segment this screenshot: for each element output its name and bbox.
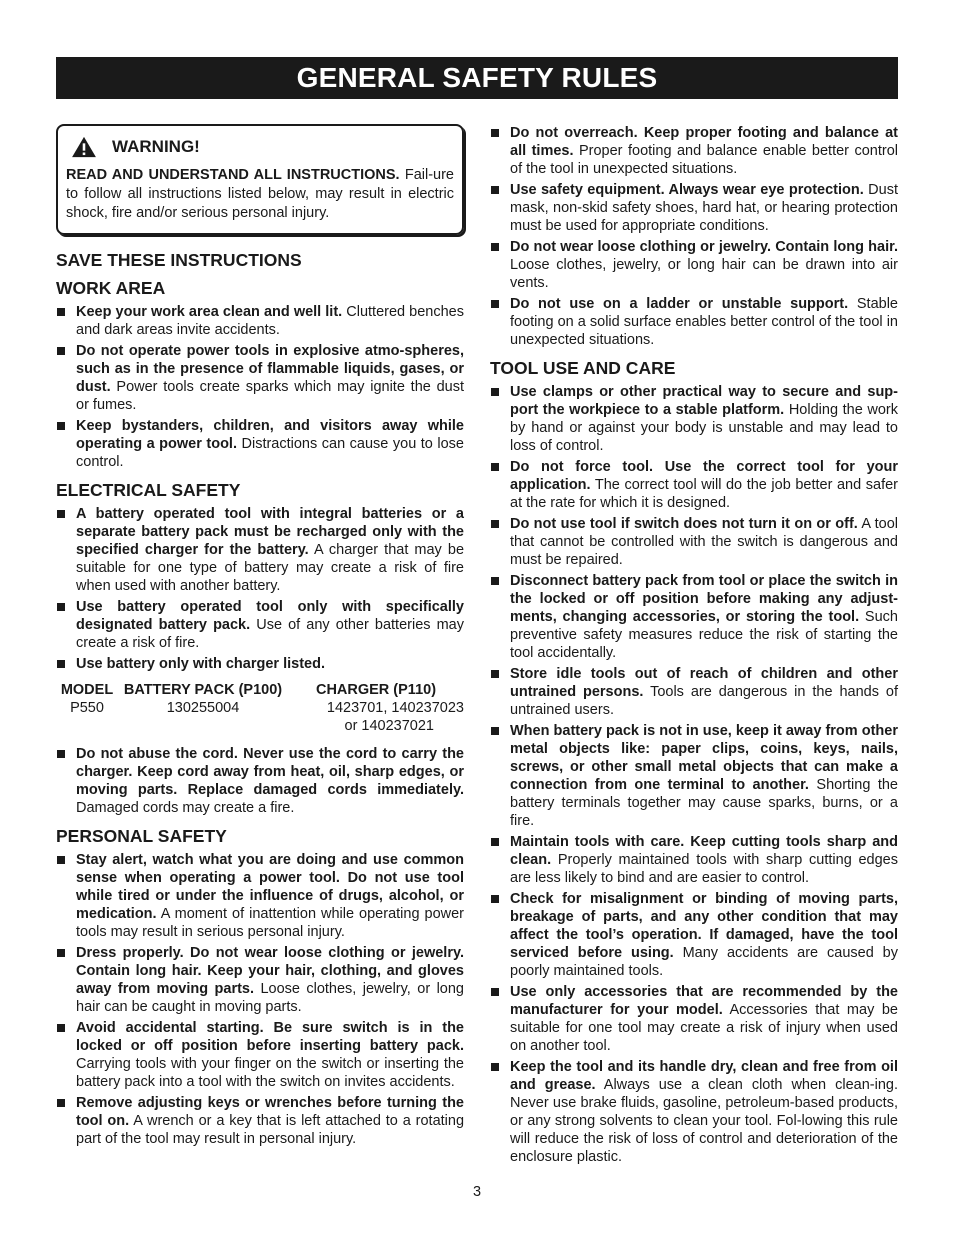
rule-text: Power tools create sparks which may ignite the dust or fumes. bbox=[76, 379, 464, 413]
rule-text: Damaged cords may create a fire. bbox=[76, 800, 295, 816]
tool-use-section bbox=[490, 357, 898, 1166]
table-cell-charger: 1423701, 140237023 bbox=[326, 700, 464, 716]
rule-text: Accessories that may be suitable for one tool may create a risk of injury when used on another tool. bbox=[510, 1002, 898, 1054]
rule-lead: Use battery only with charger listed. bbox=[76, 656, 325, 672]
page-title: GENERAL SAFETY RULES bbox=[56, 57, 898, 99]
electrical-safety-section bbox=[56, 479, 464, 817]
warning-triangle-icon bbox=[70, 136, 98, 158]
table-row bbox=[56, 717, 464, 735]
rule-lead: Do not force tool. Use the correct tool for your application. bbox=[510, 459, 898, 493]
rule-text: Tools are dangerous in the hands of untrained users. bbox=[510, 684, 898, 718]
table-header-model: MODEL bbox=[60, 682, 114, 698]
list-item bbox=[490, 665, 898, 719]
rule-text: A moment of inattention while operating power tools may result in serious personal injury. bbox=[76, 906, 464, 940]
list-item bbox=[490, 383, 898, 455]
rule-text: Many accidents are caused by poorly maintained tools. bbox=[510, 945, 898, 979]
rule-text: Use of any other batteries may create a risk of fire. bbox=[76, 617, 464, 651]
personal-safety-heading: PERSONAL SAFETY bbox=[56, 826, 227, 846]
rule-lead: Use clamps or other practical way to secure and sup-port the workpiece to a stable platform. bbox=[510, 384, 898, 418]
rule-lead: Keep bystanders, children, and visitors away while operating a power tool. bbox=[76, 418, 464, 452]
table-cell-charger-alt: or 140237021 bbox=[344, 718, 434, 734]
warning-title: WARNING! bbox=[112, 137, 200, 156]
electrical-safety-list-2 bbox=[56, 745, 464, 817]
rule-lead: Do not abuse the cord. Never use the cord to carry the charger. Keep cord away from heat, oil, sharp edges, or moving parts. Replace damaged cords immediately. bbox=[76, 746, 464, 798]
list-item bbox=[56, 1019, 464, 1091]
model-spec-table bbox=[56, 681, 464, 735]
work-area-section bbox=[56, 277, 464, 471]
rule-text: Proper footing and balance enable better control of the tool in unexpected situations. bbox=[510, 143, 899, 177]
personal-safety-list bbox=[56, 851, 464, 1148]
list-item bbox=[56, 745, 464, 817]
list-item bbox=[56, 851, 464, 941]
list-item bbox=[490, 722, 898, 830]
list-item bbox=[56, 417, 464, 471]
rule-text: Distractions can cause you to lose control. bbox=[76, 436, 464, 470]
rule-lead: Store idle tools out of reach of children and other untrained persons. bbox=[510, 666, 898, 700]
electrical-safety-list bbox=[56, 505, 464, 673]
list-item bbox=[56, 505, 464, 595]
rule-text: Always use a clean cloth when clean-ing. Never use brake fluids, gasoline, petroleum-based products, or any strong solvents to clean your tool. Fol-lowing this rule will reduce the risk of loss of control and deterioration of the enclosure plastic. bbox=[510, 1077, 898, 1165]
tool-use-heading: TOOL USE AND CARE bbox=[490, 358, 676, 378]
list-item bbox=[490, 238, 898, 292]
rule-lead: When battery pack is not in use, keep it away from other metal objects like: paper clips, coins, keys, nails, screws, or other small metal objects that can make a connection from one terminal to another. bbox=[510, 723, 898, 793]
rule-lead: Avoid accidental starting. Be sure switch is in the locked or off position before inserting battery pack. bbox=[76, 1020, 464, 1054]
rule-lead: Disconnect battery pack from tool or place the switch in the locked or off position before making any adjust-ments, changing accessories, or storing the tool. bbox=[510, 573, 898, 625]
rule-text: Such preventive safety measures reduce the risk of starting the tool accidentally. bbox=[510, 609, 898, 661]
list-item bbox=[490, 181, 898, 235]
warning-header bbox=[66, 136, 454, 158]
personal-safety-section bbox=[56, 825, 464, 1148]
rule-lead: Do not use on a ladder or unstable support. bbox=[510, 296, 849, 312]
list-item bbox=[490, 124, 898, 178]
page-number: 3 bbox=[472, 1184, 482, 1200]
list-item bbox=[490, 1058, 898, 1166]
rule-lead: Use only accessories that are recommended by the manufacturer for your model. bbox=[510, 984, 898, 1018]
rule-lead: Do not operate power tools in explosive atmo-spheres, such as in the presence of flammable liquids, gases, or dust. bbox=[76, 343, 464, 395]
rule-text: Properly maintained tools with sharp cutting edges are less likely to bind and are easier to control. bbox=[510, 852, 898, 886]
table-header-charger: CHARGER (P110) bbox=[315, 682, 437, 698]
rule-lead: Check for misalignment or binding of moving parts, breakage of parts, and any other condition that may affect the tool’s operation. If damaged, have the tool serviced before using. bbox=[510, 891, 898, 961]
right-column bbox=[490, 124, 898, 1174]
rule-lead: Keep your work area clean and well lit. bbox=[76, 304, 343, 320]
list-item bbox=[490, 515, 898, 569]
list-item bbox=[490, 833, 898, 887]
work-area-list bbox=[56, 303, 464, 471]
rule-text: A charger that may be suitable for one type of battery may create a risk of fire when used with another battery. bbox=[76, 542, 465, 594]
rule-text: Loose clothes, jewelry, or long hair can be drawn into air vents. bbox=[510, 257, 898, 291]
rule-lead: Keep the tool and its handle dry, clean and free from oil and grease. bbox=[510, 1059, 898, 1093]
work-area-heading: WORK AREA bbox=[56, 278, 166, 298]
list-item bbox=[56, 342, 464, 414]
personal-safety-continued-list bbox=[490, 124, 898, 349]
rule-lead: Maintain tools with care. Keep cutting tools sharp and clean. bbox=[510, 834, 898, 868]
table-header-row bbox=[56, 681, 464, 699]
list-item bbox=[56, 655, 464, 673]
rule-lead: Do not overreach. Keep proper footing and balance at all times. bbox=[510, 125, 898, 159]
rule-text: A tool that cannot be controlled with the switch is dangerous and must be repaired. bbox=[510, 516, 899, 568]
rule-text: Dust mask, non-skid safety shoes, hard hat, or hearing protection must be used for appropriate conditions. bbox=[510, 182, 898, 234]
rule-text: The correct tool will do the job better and safer at the rate for which it is designed. bbox=[510, 477, 898, 511]
left-column bbox=[56, 124, 464, 1156]
list-item bbox=[490, 983, 898, 1055]
rule-text: Holding the work by hand or against your body is unstable and may lead to loss of control. bbox=[510, 402, 898, 454]
electrical-safety-heading: ELECTRICAL SAFETY bbox=[56, 480, 241, 500]
list-item bbox=[490, 295, 898, 349]
rule-lead: Stay alert, watch what you are doing and use common sense when operating a power tool. Do not use tool while tired or under the influence of drugs, alcohol, or medication. bbox=[76, 852, 464, 922]
table-header-battery: BATTERY PACK (P100) bbox=[123, 682, 283, 698]
rule-text: Loose clothes, jewelry, or long hair can be caught in moving parts. bbox=[76, 981, 464, 1015]
rule-lead: Use safety equipment. Always wear eye protection. bbox=[510, 182, 864, 198]
rule-lead: Dress properly. Do not wear loose clothing or jewelry. Contain long hair. Keep your hair, clothing, and gloves away from moving parts. bbox=[76, 945, 464, 997]
rule-text: Carrying tools with your finger on the switch or inserting the battery pack into a tool with the switch on invites accidents. bbox=[76, 1056, 464, 1090]
save-instructions-heading: SAVE THESE INSTRUCTIONS bbox=[56, 250, 302, 270]
rule-lead: A battery operated tool with integral batteries or a separate battery pack must be recharged only with the specified charger for the battery. bbox=[76, 506, 464, 558]
warning-lead: READ AND UNDERSTAND ALL INSTRUCTIONS. bbox=[66, 167, 400, 183]
rule-lead: Remove adjusting keys or wrenches before turning the tool on. bbox=[76, 1095, 464, 1129]
list-item bbox=[490, 572, 898, 662]
rule-text: Shorting the battery terminals together may cause sparks, burns, or a fire. bbox=[510, 777, 898, 829]
rule-text: Cluttered benches and dark areas invite accidents. bbox=[76, 304, 464, 338]
rule-text: A wrench or a key that is left attached to a rotating part of the tool may result in personal injury. bbox=[76, 1113, 465, 1147]
warning-text bbox=[66, 166, 454, 223]
table-cell-model: P550 bbox=[70, 700, 104, 716]
rule-lead: Do not wear loose clothing or jewelry. Contain long hair. bbox=[510, 239, 898, 255]
list-item bbox=[56, 944, 464, 1016]
rule-text: Stable footing on a solid surface enables better control of the tool in unexpected situations. bbox=[510, 296, 898, 348]
tool-use-list bbox=[490, 383, 898, 1166]
warning-box bbox=[56, 124, 464, 235]
table-row bbox=[56, 699, 464, 717]
list-item bbox=[56, 1094, 464, 1148]
warning-body: Fail-ure to follow all instructions listed below, may result in electric shock, fire and/or serious personal injury. bbox=[66, 167, 454, 221]
list-item bbox=[56, 598, 464, 652]
list-item bbox=[56, 303, 464, 339]
table-cell-battery: 130255004 bbox=[166, 700, 240, 716]
list-item bbox=[490, 890, 898, 980]
rule-lead: Use battery operated tool only with specifically designated battery pack. bbox=[76, 599, 464, 633]
list-item bbox=[490, 458, 898, 512]
rule-lead: Do not use tool if switch does not turn it on or off. bbox=[510, 516, 858, 532]
